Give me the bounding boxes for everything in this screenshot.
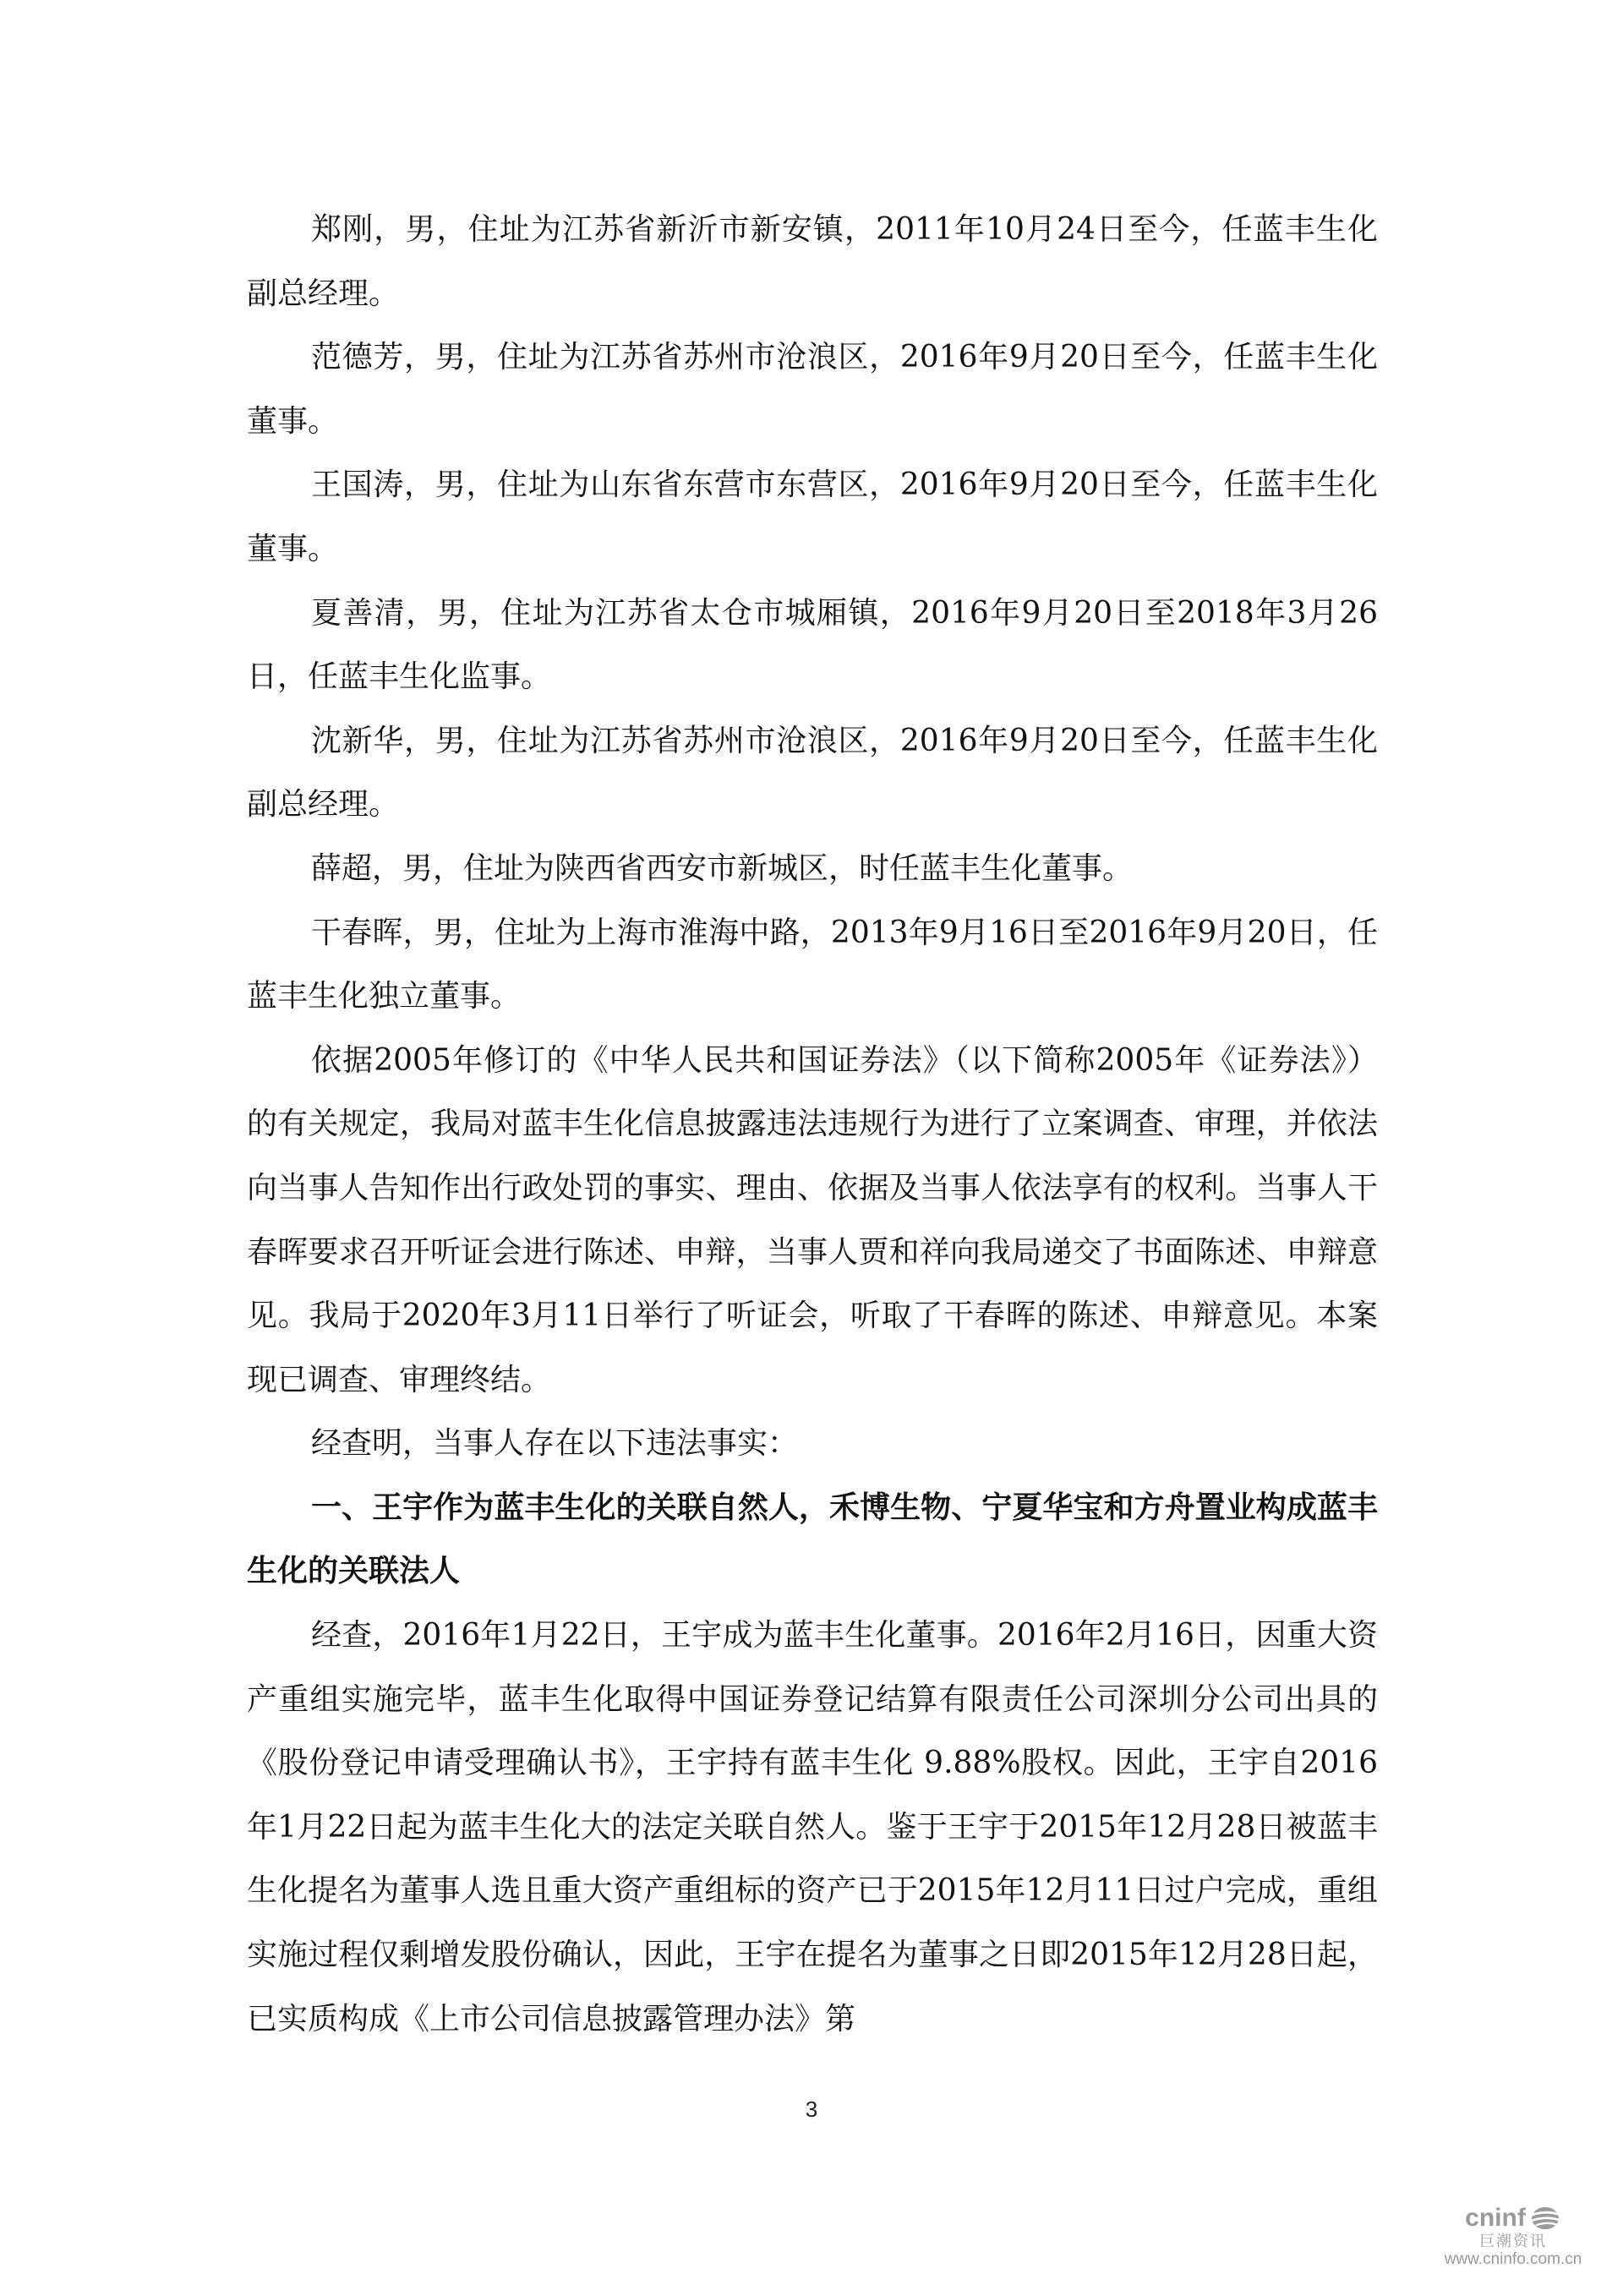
paragraph-findings-intro: 经查明，当事人存在以下违法事实：: [311, 1426, 799, 1462]
paragraph-legal-basis: 依据2005年修订的《中华人民共和国证券法》（以下简称2005年《证券法》）的有关规定，我局对蓝丰生化信息披露违法违规行为进行了立案调查、审理，并依法向当事人告知作出行政处罚的事实、理由、依据及当事人依法享有的权利。当事人干春晖要求召开听证会进行陈述、申辩，当事人贾和祥向我局递交了书面陈述、申辩意见。我局于2020年3月11日举行了听证会，听取了干春晖的陈述、申辩意见。本案现已调查、审理终结。: [247, 1042, 1378, 1397]
paragraph-wang-yu-facts: 经查，2016年1月22日，王宇成为蓝丰生化董事。2016年2月16日，因重大资产重组实施完毕，蓝丰生化取得中国证券登记结算有限责任公司深圳分公司出具的《股份登记申请受理确认书》，王宇持有蓝丰生化 9.88%股权。因此，王宇自2016年1月22日起为蓝丰生化大的法定关联自然人。鉴于王宇于2015年12月28日被蓝丰生化提名为董事人选且重大资产重组标的资产已于2015年12月11日过户完成，重组实施过程仅剩增发股份确认，因此，王宇在提名为董事之日即2015年12月28日起，已实质构成《上市公司信息披露管理办法》第: [247, 1618, 1378, 2036]
page-number: 3: [805, 2096, 818, 2122]
document-body: [247, 198, 1378, 2051]
watermark-brand-cn: 巨潮资讯: [1479, 2233, 1547, 2250]
paragraph-zheng-gang: 郑刚，男，住址为江苏省新沂市新安镇，2011年10月24日至今，任蓝丰生化副总经理。: [247, 212, 1378, 311]
paragraph-xue-chao: 薛超，男，住址为陕西省西安市新城区，时任蓝丰生化董事。: [311, 850, 1134, 886]
paragraph-wang-guotao: 王国涛，男，住址为山东省东营市东营区，2016年9月20日至今，任蓝丰生化董事。: [247, 467, 1378, 566]
paragraph-xia-shanqing: 夏善清，男，住址为江苏省太仓市城厢镇，2016年9月20日至2018年3月26日，任蓝丰生化监事。: [247, 595, 1378, 695]
watermark-brand: [1429, 2205, 1598, 2232]
paragraph-gan-chunhui: 干春晖，男，住址为上海市淮海中路，2013年9月16日至2016年9月20日，任蓝丰生化独立董事。: [247, 915, 1378, 1014]
section-heading-1: 一、王宇作为蓝丰生化的关联自然人，禾博生物、宁夏华宝和方舟置业构成蓝丰生化的关联法人: [247, 1489, 1378, 1589]
cninfo-logo-icon: [1529, 2206, 1561, 2231]
watermark-brand-text: cninf: [1465, 2204, 1526, 2232]
watermark-url: www.cninfo.com.cn: [1444, 2250, 1582, 2268]
paragraph-fan-defang: 范德芳，男，住址为江苏省苏州市沧浪区，2016年9月20日至今，任蓝丰生化董事。: [247, 340, 1378, 439]
paragraph-shen-xinhua: 沈新华，男，住址为江苏省苏州市沧浪区，2016年9月20日至今，任蓝丰生化副总经理。: [247, 723, 1378, 823]
cninfo-watermark: [1429, 2205, 1598, 2269]
